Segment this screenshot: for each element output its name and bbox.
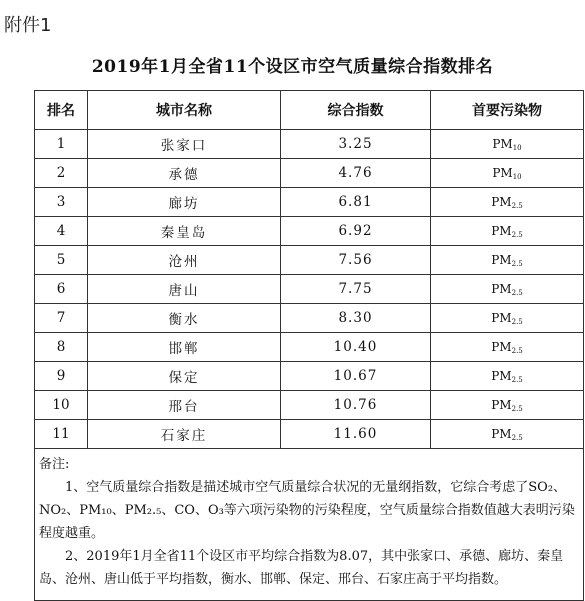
pollutant-base: PM	[492, 137, 513, 151]
index-cell: 10.67	[281, 362, 431, 391]
pollutant-cell	[431, 159, 584, 188]
pollutant-subscript: 2.5	[511, 289, 523, 297]
city-cell: 邢台	[88, 391, 281, 420]
table-row	[35, 304, 584, 333]
rank-cell: 7	[35, 304, 88, 333]
table-row	[35, 188, 584, 217]
pollutant-subscript: 2.5	[511, 202, 523, 210]
attachment-label: 附件1	[4, 15, 52, 36]
notes-cell	[35, 449, 584, 601]
index-cell: 7.75	[281, 275, 431, 304]
index-cell: 4.76	[281, 159, 431, 188]
table-row	[35, 275, 584, 304]
city-cell: 廊坊	[88, 188, 281, 217]
pollutant-cell	[431, 188, 584, 217]
pollutant-subscript: 2.5	[511, 347, 523, 355]
rank-cell: 1	[35, 130, 88, 159]
pollutant-cell	[431, 275, 584, 304]
header-city: 城市名称	[88, 91, 281, 130]
index-cell: 8.30	[281, 304, 431, 333]
header-rank: 排名	[35, 91, 88, 130]
city-cell: 衡水	[88, 304, 281, 333]
rank-cell: 3	[35, 188, 88, 217]
table-row	[35, 420, 584, 449]
pollutant-cell	[431, 333, 584, 362]
rank-cell: 2	[35, 159, 88, 188]
pollutant-cell	[431, 304, 584, 333]
rank-cell: 10	[35, 391, 88, 420]
rank-cell: 6	[35, 275, 88, 304]
pollutant-base: PM	[491, 427, 512, 441]
pollutant-subscript: 2.5	[511, 260, 523, 268]
header-index: 综合指数	[281, 91, 431, 130]
pollutant-cell	[431, 362, 584, 391]
rank-cell: 4	[35, 217, 88, 246]
table-row	[35, 130, 584, 159]
pollutant-base: PM	[491, 282, 512, 296]
index-cell: 7.56	[281, 246, 431, 275]
pollutant-cell	[431, 420, 584, 449]
city-cell: 张家口	[88, 130, 281, 159]
pollutant-subscript: 2.5	[511, 318, 523, 326]
rank-cell: 5	[35, 246, 88, 275]
pollutant-base: PM	[492, 166, 513, 180]
pollutant-base: PM	[491, 398, 512, 412]
pollutant-subscript: 2.5	[511, 376, 523, 384]
table-row	[35, 217, 584, 246]
index-cell: 10.76	[281, 391, 431, 420]
city-cell: 石家庄	[88, 420, 281, 449]
city-cell: 沧州	[88, 246, 281, 275]
pollutant-base: PM	[491, 253, 512, 267]
notes-row	[35, 449, 584, 601]
table-row	[35, 362, 584, 391]
pollutant-base: PM	[491, 340, 512, 354]
pollutant-base: PM	[491, 369, 512, 383]
pollutant-subscript: 2.5	[511, 434, 523, 442]
index-cell: 6.92	[281, 217, 431, 246]
document-title: 2019年1月全省11个设区市空气质量综合指数排名	[91, 57, 494, 77]
ranking-table	[34, 90, 584, 601]
index-cell: 6.81	[281, 188, 431, 217]
pollutant-base: PM	[491, 311, 512, 325]
pollutant-subscript: 10	[512, 173, 522, 181]
index-cell: 10.40	[281, 333, 431, 362]
pollutant-cell	[431, 217, 584, 246]
notes-heading: 备注:	[39, 457, 70, 472]
index-cell: 3.25	[281, 130, 431, 159]
header-pollutant: 首要污染物	[431, 91, 584, 130]
pollutant-cell	[431, 391, 584, 420]
pollutant-subscript: 2.5	[511, 231, 523, 239]
note-1: 1、空气质量综合指数是描述城市空气质量综合状况的无量纲指数，它综合考虑了SO₂、NO₂、PM₁₀、PM₂.₅、CO、O₃等六项污染物的污染程度，空气质量综合指数值越大表明污染程度越重。	[39, 480, 575, 541]
pollutant-base: PM	[491, 195, 512, 209]
city-cell: 邯郸	[88, 333, 281, 362]
pollutant-base: PM	[491, 224, 512, 238]
table-row	[35, 391, 584, 420]
city-cell: 唐山	[88, 275, 281, 304]
city-cell: 承德	[88, 159, 281, 188]
pollutant-cell	[431, 246, 584, 275]
pollutant-subscript: 2.5	[511, 405, 523, 413]
note-2: 2、2019年1月全省11个设区市平均综合指数为8.07，其中张家口、承德、廊坊、秦皇岛、沧州、唐山低于平均指数，衡水、邯郸、保定、邢台、石家庄高于平均指数。	[39, 549, 564, 587]
table-row	[35, 333, 584, 362]
table-row	[35, 246, 584, 275]
city-cell: 秦皇岛	[88, 217, 281, 246]
table-header-row	[35, 91, 584, 130]
index-cell: 11.60	[281, 420, 431, 449]
rank-cell: 11	[35, 420, 88, 449]
table-row	[35, 159, 584, 188]
city-cell: 保定	[88, 362, 281, 391]
pollutant-subscript: 10	[512, 144, 522, 152]
pollutant-cell	[431, 130, 584, 159]
rank-cell: 9	[35, 362, 88, 391]
rank-cell: 8	[35, 333, 88, 362]
